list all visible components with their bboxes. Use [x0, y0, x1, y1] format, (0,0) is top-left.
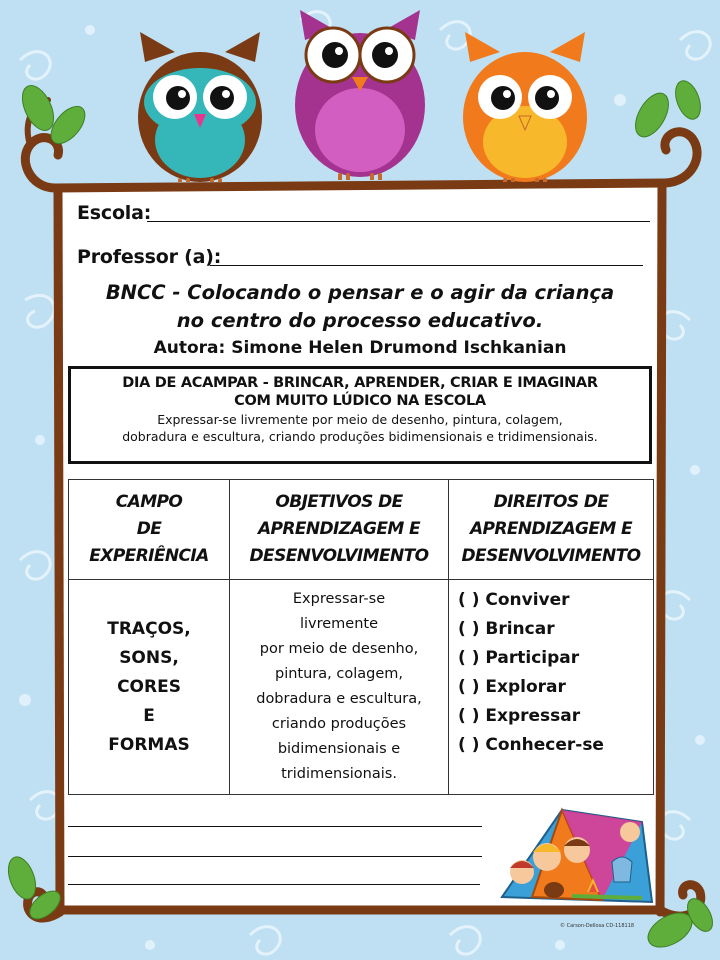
- teacher-input-line[interactable]: [210, 265, 643, 266]
- writing-line-1[interactable]: [68, 826, 482, 827]
- writing-line-3[interactable]: [68, 884, 480, 885]
- author-line: Autora: Simone Helen Drumond Ischkanian: [153, 338, 567, 358]
- orange-owl-icon: [455, 22, 595, 182]
- bncc-table: [68, 479, 654, 795]
- activity-box: [68, 366, 652, 464]
- activity-desc-line-2: dobradura e escultura, criando produções bidimensionais e tridimensionais.: [122, 429, 598, 444]
- checkbox-explorar[interactable]: ( ) Explorar: [458, 677, 566, 697]
- checkbox-conviver[interactable]: ( ) Conviver: [458, 590, 570, 610]
- cell-direitos: [449, 580, 654, 795]
- camping-tent-icon: [492, 802, 660, 912]
- header-direitos: DIREITOS DE APRENDIZAGEM E DESENVOLVIMENTO: [449, 480, 654, 580]
- teacher-label: Professor (a):: [77, 246, 222, 268]
- activity-desc-line-1: Expressar-se livremente por meio de desenho, pintura, colagem,: [157, 412, 563, 427]
- header-campo: CAMPO DE EXPERIÊNCIA: [69, 480, 230, 580]
- checkbox-brincar[interactable]: ( ) Brincar: [458, 619, 555, 639]
- teal-owl-icon: [130, 22, 270, 182]
- title-line-1: BNCC - Colocando o pensar e o agir da criança: [105, 281, 615, 304]
- header-objetivos: OBJETIVOS DE APRENDIZAGEM E DESENVOLVIMENTO: [230, 480, 449, 580]
- copyright-note: © Carson-Dellosa CD-118118: [560, 923, 635, 929]
- checkbox-conhecer-se[interactable]: ( ) Conhecer-se: [458, 735, 604, 755]
- purple-owl-icon: [285, 5, 435, 180]
- checkbox-expressar[interactable]: ( ) Expressar: [458, 706, 581, 726]
- cell-campo: TRAÇOS, SONS, CORES E FORMAS: [69, 580, 230, 795]
- activity-title-line-1: DIA DE ACAMPAR - BRINCAR, APRENDER, CRIAR E IMAGINAR: [122, 375, 598, 391]
- writing-line-2[interactable]: [68, 856, 482, 857]
- checkbox-participar[interactable]: ( ) Participar: [458, 648, 580, 668]
- school-label: Escola:: [77, 202, 152, 224]
- activity-title-line-2: COM MUITO LÚDICO NA ESCOLA: [234, 393, 486, 409]
- school-input-line[interactable]: [147, 221, 650, 222]
- cell-objetivos: Expressar-se livremente por meio de desenho, pintura, colagem, dobradura e escultura, criando produções bidimensionais e tridimensionais.: [230, 580, 449, 795]
- title-line-2: no centro do processo educativo.: [176, 309, 544, 332]
